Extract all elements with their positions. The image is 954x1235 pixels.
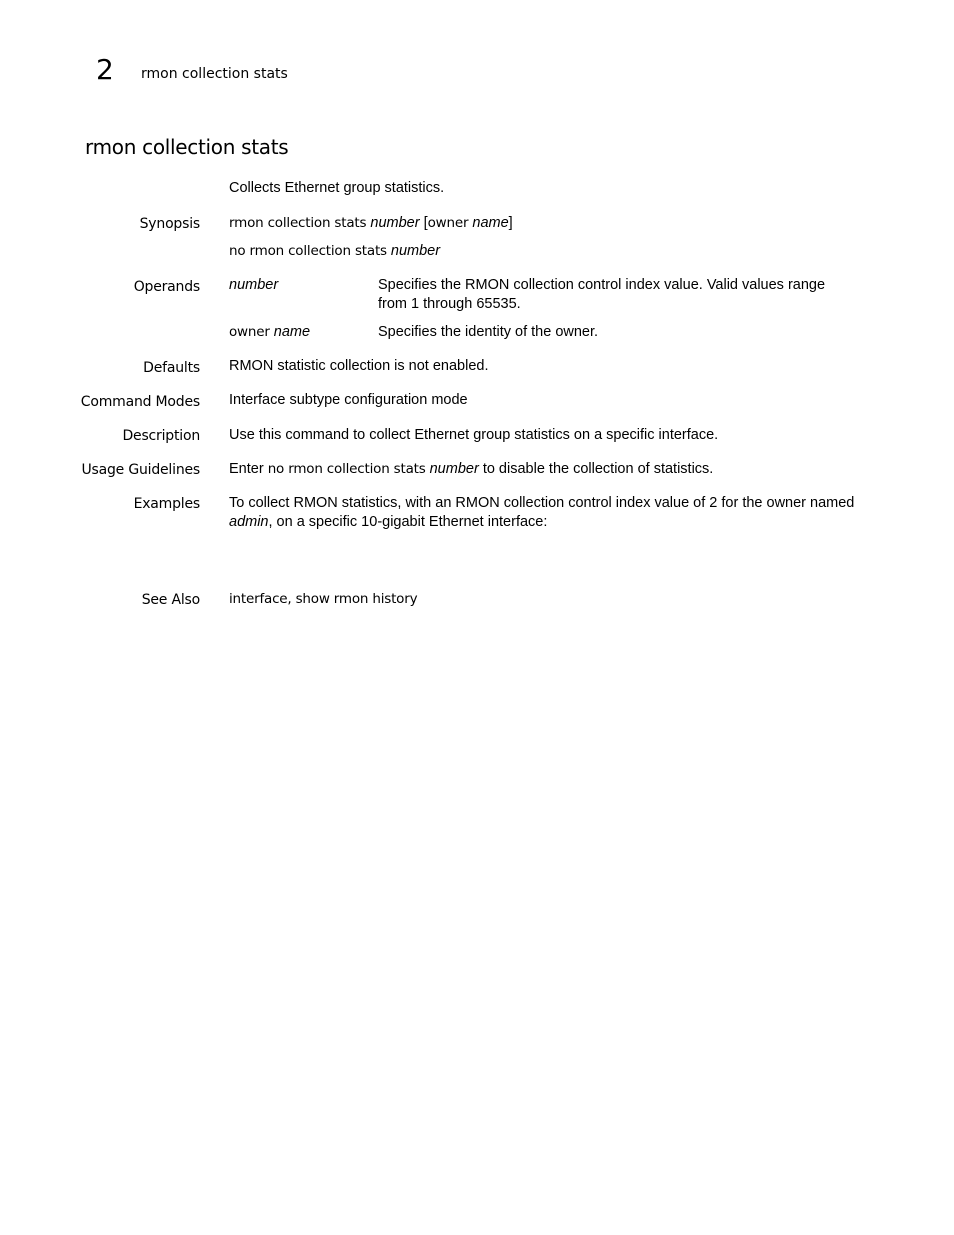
see-also-label: See Also [141,592,200,608]
operand-2-keyword: owner [229,324,270,340]
operands-label: Operands [133,279,200,295]
synopsis-line-1 [229,214,513,233]
description-label: Description [122,428,200,444]
synopsis-no-arg-number: number [390,243,441,259]
usage-command: no rmon collection stats [267,461,426,477]
intro-text: Collects Ethernet group statistics. [229,180,445,196]
command-modes-text: Interface subtype configuration mode [229,392,468,408]
operand-1-arg: number [229,277,279,293]
running-header: rmon collection stats [141,66,288,82]
synopsis-arg-number: number [370,215,420,231]
synopsis-line-2 [229,242,440,261]
usage-arg: number [429,461,479,477]
operand-term-2 [229,323,310,342]
usage-guidelines-text [229,460,713,479]
usage-suffix: to disable the collection of statistics. [482,461,714,477]
operand-1-description: Specifies the RMON collection control index value. Valid values range from 1 through 65535. [378,277,826,312]
operand-term-1 [229,276,278,295]
operand-2-description: Specifies the identity of the owner. [378,324,599,340]
synopsis-close-bracket: ] [508,215,513,231]
synopsis-open-bracket: [ [423,215,428,231]
operand-2-arg: name [273,324,311,340]
see-also-links[interactable]: interface, show rmon history [229,591,418,607]
synopsis-command: rmon collection stats [229,215,367,231]
synopsis-owner-keyword: owner [427,215,469,231]
defaults-label: Defaults [143,360,200,376]
defaults-text: RMON statistic collection is not enabled. [229,358,489,374]
usage-prefix: Enter [229,461,264,477]
examples-text-end: , on a specific 10-gigabit Ethernet interface: [268,514,548,530]
synopsis-no-command: no rmon collection stats [229,243,387,259]
description-text: Use this command to collect Ethernet group statistics on a specific interface. [229,427,719,443]
examples-label: Examples [133,496,200,512]
synopsis-arg-name: name [472,215,509,231]
examples-text [229,494,869,532]
examples-text-start: To collect RMON statistics, with an RMON collection control index value of 2 for the owner named [229,495,855,511]
chapter-number: 2 [96,53,114,86]
command-modes-label: Command Modes [80,394,200,410]
page-title: rmon collection stats [85,135,289,159]
usage-guidelines-label: Usage Guidelines [81,462,200,478]
synopsis-label: Synopsis [139,216,200,232]
examples-arg: admin [229,514,269,530]
